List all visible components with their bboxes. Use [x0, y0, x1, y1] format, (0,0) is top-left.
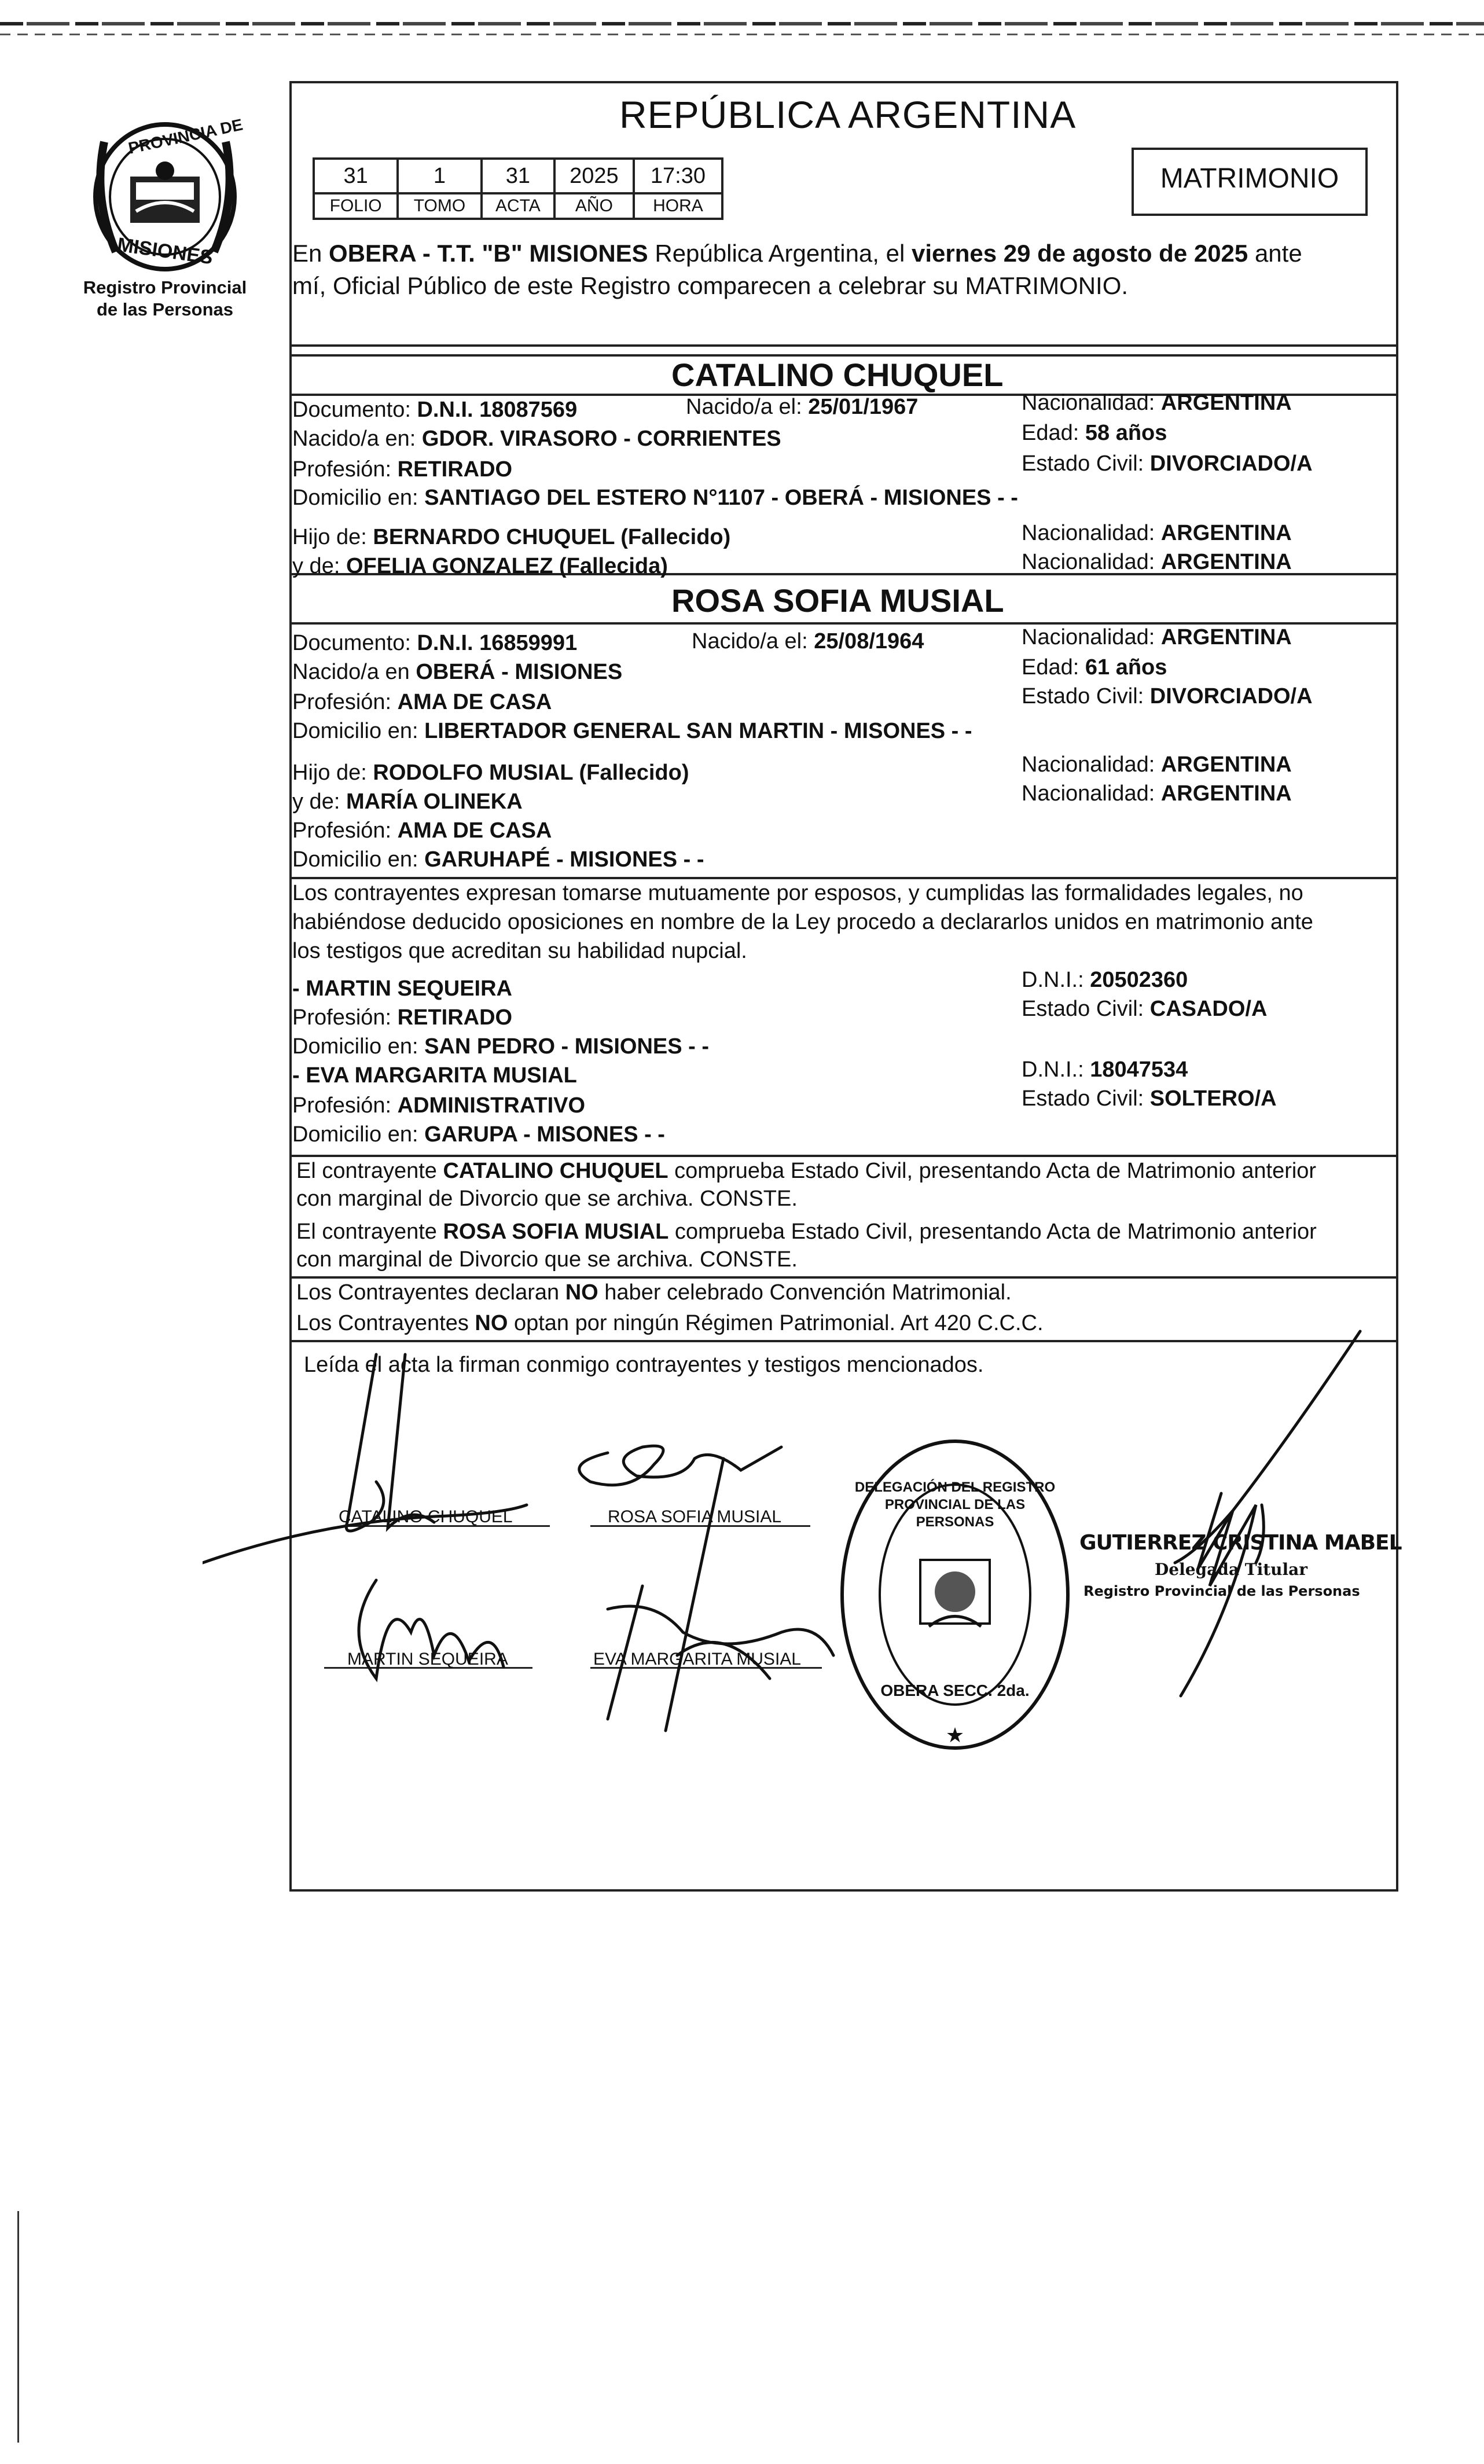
label-profesion: Profesión: — [292, 1093, 398, 1118]
country-title: REPÚBLICA ARGENTINA — [619, 93, 1077, 136]
registry-table — [313, 157, 723, 220]
civil-status-a-name: CATALINO CHUQUEL — [443, 1159, 668, 1183]
label-nacionalidad: Nacionalidad: — [1022, 550, 1161, 574]
bride-address: LIBERTADOR GENERAL SAN MARTIN - MISONES - - — [424, 719, 972, 743]
official-name: GUTIERREZ CRISTINA MABEL — [1079, 1531, 1402, 1555]
groom-birthplace: GDOR. VIRASORO - CORRIENTES — [421, 427, 781, 451]
bride-mother-address: GARUHAPÉ - MISIONES - - — [424, 847, 704, 872]
bride-nacido-en — [292, 659, 622, 685]
convention-l1-pre: Los Contrayentes declaran — [296, 1280, 565, 1305]
official-signature-stroke-1 — [1175, 1331, 1360, 1563]
bride-nacido-el — [692, 628, 924, 655]
signature-stroke-6 — [608, 1606, 833, 1655]
label-domicilio: Domicilio en: — [292, 847, 425, 872]
hora-label: HORA — [634, 193, 722, 219]
svg-text:★: ★ — [945, 1723, 965, 1747]
groom-father-name: BERNARDO CHUQUEL (Fallecido) — [373, 525, 731, 549]
bride-birthdate: 25/08/1964 — [814, 629, 924, 653]
witness-2-dni-value: 18047534 — [1090, 1057, 1188, 1082]
signature-stroke-3 — [579, 1446, 781, 1485]
groom-mother — [292, 553, 668, 579]
bride-father-nacionalidad — [1022, 751, 1292, 778]
bride-nacionalidad — [1022, 624, 1292, 651]
groom-dni: D.N.I. 18087569 — [417, 398, 578, 422]
intro-line-2: mí, Oficial Público de este Registro comparecen a celebrar su MATRIMONIO. — [292, 272, 1129, 299]
label-nacido-el: Nacido/a el: — [692, 629, 814, 653]
groom-mother-name: OFELIA GONZALEZ (Fallecida) — [346, 554, 668, 578]
witness-1-dni — [1022, 967, 1188, 993]
witness-1-address: SAN PEDRO - MISIONES - - — [424, 1034, 709, 1059]
witness-1-dni-value: 20502360 — [1090, 968, 1188, 992]
civil-status-a-pre: El contrayente — [296, 1159, 443, 1183]
bride-dni: D.N.I. 16859991 — [417, 631, 578, 655]
official-seal — [836, 1433, 1074, 1757]
org-line-2: de las Personas — [96, 299, 234, 320]
official-signature-stroke-2 — [1181, 1493, 1256, 1696]
civil-status-b-line-1 — [296, 1218, 1317, 1245]
groom-nacido-en — [292, 425, 781, 452]
logo-text-bottom: MISIONES — [116, 233, 215, 269]
groom-documento — [292, 396, 577, 423]
folio-label: FOLIO — [314, 193, 398, 219]
bride-domicilio — [292, 718, 972, 744]
groom-name: CATALINO CHUQUEL — [671, 357, 1004, 393]
divider-1 — [289, 344, 1396, 347]
anio-value: 2025 — [554, 159, 634, 193]
bride-mother-nationality: ARGENTINA — [1160, 781, 1292, 806]
civil-status-b-post: comprueba Estado Civil, presentando Acta de Matrimonio anterior — [668, 1220, 1317, 1244]
province-logo — [81, 115, 249, 275]
signature-stroke-2 — [346, 1354, 434, 1531]
intro-text-c: ante — [1248, 240, 1302, 267]
official-org: Registro Provincial de las Personas — [1083, 1583, 1360, 1599]
label-documento: Documento: — [292, 398, 417, 422]
label-nacido-el: Nacido/a el: — [686, 395, 809, 419]
label-profesion: Profesión: — [292, 690, 398, 714]
label-estado-civil: Estado Civil: — [1022, 684, 1150, 708]
groom-nationality: ARGENTINA — [1160, 391, 1292, 415]
scan-artifact-top — [0, 22, 1484, 25]
convention-line-1 — [296, 1279, 1012, 1306]
label-edad: Edad: — [1022, 421, 1085, 445]
label-edad: Edad: — [1022, 655, 1085, 680]
bride-profesion — [292, 689, 552, 715]
bride-edad — [1022, 654, 1167, 681]
witness-2-dni — [1022, 1056, 1188, 1083]
civil-status-a-post: comprueba Estado Civil, presentando Acta de Matrimonio anterior — [668, 1159, 1317, 1183]
groom-estado-civil — [1022, 450, 1313, 477]
witness-2-civil-status: SOLTERO/A — [1149, 1086, 1277, 1111]
declaration-line-2: habiéndose deducido oposiciones en nombre de la Ley procedo a declararlos unidos en matrimonio ante — [292, 910, 1313, 934]
official-signature-stroke-3 — [1256, 1505, 1263, 1563]
label-profesion: Profesión: — [292, 457, 398, 482]
tomo-value: 1 — [398, 159, 481, 193]
civil-status-b-line-2: con marginal de Divorcio que se archiva. CONSTE. — [296, 1247, 798, 1272]
bride-name: ROSA SOFIA MUSIAL — [671, 582, 1004, 619]
label-domicilio: Domicilio en: — [292, 719, 425, 743]
signature-label-3: MARTIN SEQUEIRA — [347, 1650, 508, 1669]
divider-8 — [289, 1276, 1396, 1279]
label-domicilio: Domicilio en: — [292, 1122, 425, 1147]
label-nacionalidad: Nacionalidad: — [1022, 752, 1161, 777]
declaration-line-3: los testigos que acreditan su habilidad nupcial. — [292, 939, 747, 963]
civil-status-a-line-2: con marginal de Divorcio que se archiva. CONSTE. — [296, 1187, 798, 1211]
signature-stroke-5 — [359, 1580, 504, 1679]
civil-status-b-pre: El contrayente — [296, 1220, 443, 1244]
label-estado-civil: Estado Civil: — [1022, 997, 1150, 1021]
bride-mother-name: MARÍA OLINEKA — [346, 789, 523, 814]
groom-profesion — [292, 456, 512, 483]
bride-birthplace: OBERÁ - MISIONES — [416, 660, 623, 684]
intro-text-a: En — [292, 240, 329, 267]
witness-2-estado-civil — [1022, 1085, 1277, 1112]
intro-text-b: República Argentina, el — [648, 240, 912, 267]
groom-occupation: RETIRADO — [397, 457, 513, 482]
bride-occupation: AMA DE CASA — [397, 690, 552, 714]
label-y-de: y de: — [292, 554, 346, 578]
label-domicilio: Domicilio en: — [292, 486, 425, 510]
divider-6 — [289, 877, 1396, 879]
signature-stroke-1 — [203, 1505, 527, 1563]
intro-place: OBERA - T.T. "B" MISIONES — [329, 240, 648, 267]
convention-l1-bold: NO — [565, 1280, 598, 1305]
groom-nacionalidad — [1022, 390, 1292, 416]
civil-status-b-name: ROSA SOFIA MUSIAL — [443, 1220, 669, 1244]
seal-text: DELEGACIÓN DEL REGISTRO PROVINCIAL DE LAS PERSONAS — [854, 1479, 1056, 1530]
org-name — [69, 277, 260, 321]
document-type-box: MATRIMONIO — [1132, 148, 1368, 216]
witness-2-name: - EVA MARGARITA MUSIAL — [292, 1063, 577, 1088]
official-title: Delegada Titular — [1155, 1560, 1308, 1579]
bride-mother-occupation: AMA DE CASA — [397, 818, 552, 843]
groom-mother-nationality: ARGENTINA — [1160, 550, 1292, 574]
signature-stroke-4 — [608, 1459, 770, 1731]
groom-age: 58 años — [1085, 421, 1167, 445]
convention-l2-pre: Los Contrayentes — [296, 1311, 475, 1335]
witness-1-name: - MARTIN SEQUEIRA — [292, 976, 512, 1001]
bride-mother-domicilio — [292, 846, 704, 873]
bride-mother-profesion — [292, 817, 552, 844]
hora-value: 17:30 — [634, 159, 722, 193]
groom-nacido-el — [686, 394, 918, 420]
label-documento: Documento: — [292, 631, 417, 655]
witness-1-civil-status: CASADO/A — [1149, 997, 1268, 1021]
label-estado-civil: Estado Civil: — [1022, 1086, 1150, 1111]
tomo-label: TOMO — [398, 193, 481, 219]
groom-domicilio — [292, 484, 1018, 511]
intro-date: viernes 29 de agosto de 2025 — [911, 240, 1248, 267]
label-nacionalidad: Nacionalidad: — [1022, 781, 1161, 806]
groom-father-nacionalidad — [1022, 520, 1292, 546]
bride-civil-status: DIVORCIADO/A — [1149, 684, 1313, 708]
scan-artifact-top-2 — [0, 34, 1484, 35]
convention-l1-post: haber celebrado Convención Matrimonial. — [598, 1280, 1012, 1305]
bride-mother — [292, 788, 523, 815]
label-domicilio: Domicilio en: — [292, 1034, 425, 1059]
bride-nationality: ARGENTINA — [1160, 625, 1292, 649]
convention-l2-post: optan por ningún Régimen Patrimonial. Art 420 C.C.C. — [508, 1311, 1044, 1335]
official-signature — [1082, 1320, 1383, 1702]
groom-civil-status: DIVORCIADO/A — [1149, 451, 1313, 476]
bride-father-nationality: ARGENTINA — [1160, 752, 1292, 777]
acta-label: ACTA — [482, 193, 554, 219]
org-line-1: Registro Provincial — [83, 277, 247, 298]
groom-mother-nacionalidad — [1022, 549, 1292, 575]
label-hijo-de: Hijo de: — [292, 525, 373, 549]
label-y-de: y de: — [292, 789, 346, 814]
label-profesion: Profesión: — [292, 1005, 398, 1030]
groom-birthdate: 25/01/1967 — [808, 395, 919, 419]
label-dni: D.N.I.: — [1022, 1057, 1090, 1082]
logo-text-top: PROVINCIA DE — [126, 115, 245, 157]
seal-bottom-text: OBERA SECC. 2da. — [880, 1681, 1030, 1699]
witness-1-estado-civil — [1022, 996, 1267, 1022]
bride-age: 61 años — [1085, 655, 1167, 680]
closing-statement: Leída el acta la firman conmigo contrayentes y testigos mencionados. — [304, 1353, 984, 1377]
civil-status-a-line-1 — [296, 1158, 1316, 1184]
bride-estado-civil — [1022, 683, 1313, 710]
label-dni: D.N.I.: — [1022, 968, 1090, 992]
label-nacido-en: Nacido/a en — [292, 660, 416, 684]
witness-2-occupation: ADMINISTRATIVO — [397, 1093, 586, 1118]
witness-2-address: GARUPA - MISONES - - — [424, 1122, 665, 1147]
label-nacionalidad: Nacionalidad: — [1022, 521, 1161, 545]
declaration-line-1: Los contrayentes expresan tomarse mutuamente por esposos, y cumplidas las formalidades legales, no — [292, 881, 1303, 905]
handwritten-signatures — [203, 1331, 868, 1783]
anio-label: AÑO — [554, 193, 634, 219]
bride-documento — [292, 630, 577, 656]
witness-2-profesion — [292, 1092, 585, 1119]
witness-1-occupation: RETIRADO — [397, 1005, 513, 1030]
signature-label-1: CATALINO CHUQUEL — [339, 1507, 513, 1526]
divider-7 — [289, 1155, 1396, 1157]
folio-value: 31 — [314, 159, 398, 193]
bride-father — [292, 759, 689, 786]
label-profesion: Profesión: — [292, 818, 398, 843]
groom-address: SANTIAGO DEL ESTERO N°1107 - OBERÁ - MISIONES - - — [424, 486, 1018, 510]
label-hijo-de: Hijo de: — [292, 761, 373, 785]
label-nacido-en: Nacido/a en: — [292, 427, 422, 451]
bride-father-name: RODOLFO MUSIAL (Fallecido) — [373, 761, 689, 785]
groom-edad — [1022, 420, 1167, 446]
label-estado-civil: Estado Civil: — [1022, 451, 1150, 476]
groom-father — [292, 524, 730, 550]
label-nacionalidad: Nacionalidad: — [1022, 625, 1161, 649]
convention-l2-bold: NO — [475, 1311, 508, 1335]
intro-line-1 — [292, 238, 1302, 269]
bride-mother-nacionalidad — [1022, 780, 1292, 807]
signature-label-4: EVA MARGARITA MUSIAL — [593, 1650, 801, 1669]
label-nacionalidad: Nacionalidad: — [1022, 391, 1161, 415]
acta-value: 31 — [482, 159, 554, 193]
witness-1-profesion — [292, 1004, 512, 1031]
witness-1-domicilio — [292, 1033, 709, 1060]
groom-father-nationality: ARGENTINA — [1160, 521, 1292, 545]
witness-2-domicilio — [292, 1121, 665, 1148]
signature-label-2: ROSA SOFIA MUSIAL — [608, 1507, 782, 1526]
scan-artifact-left — [17, 2211, 19, 2443]
